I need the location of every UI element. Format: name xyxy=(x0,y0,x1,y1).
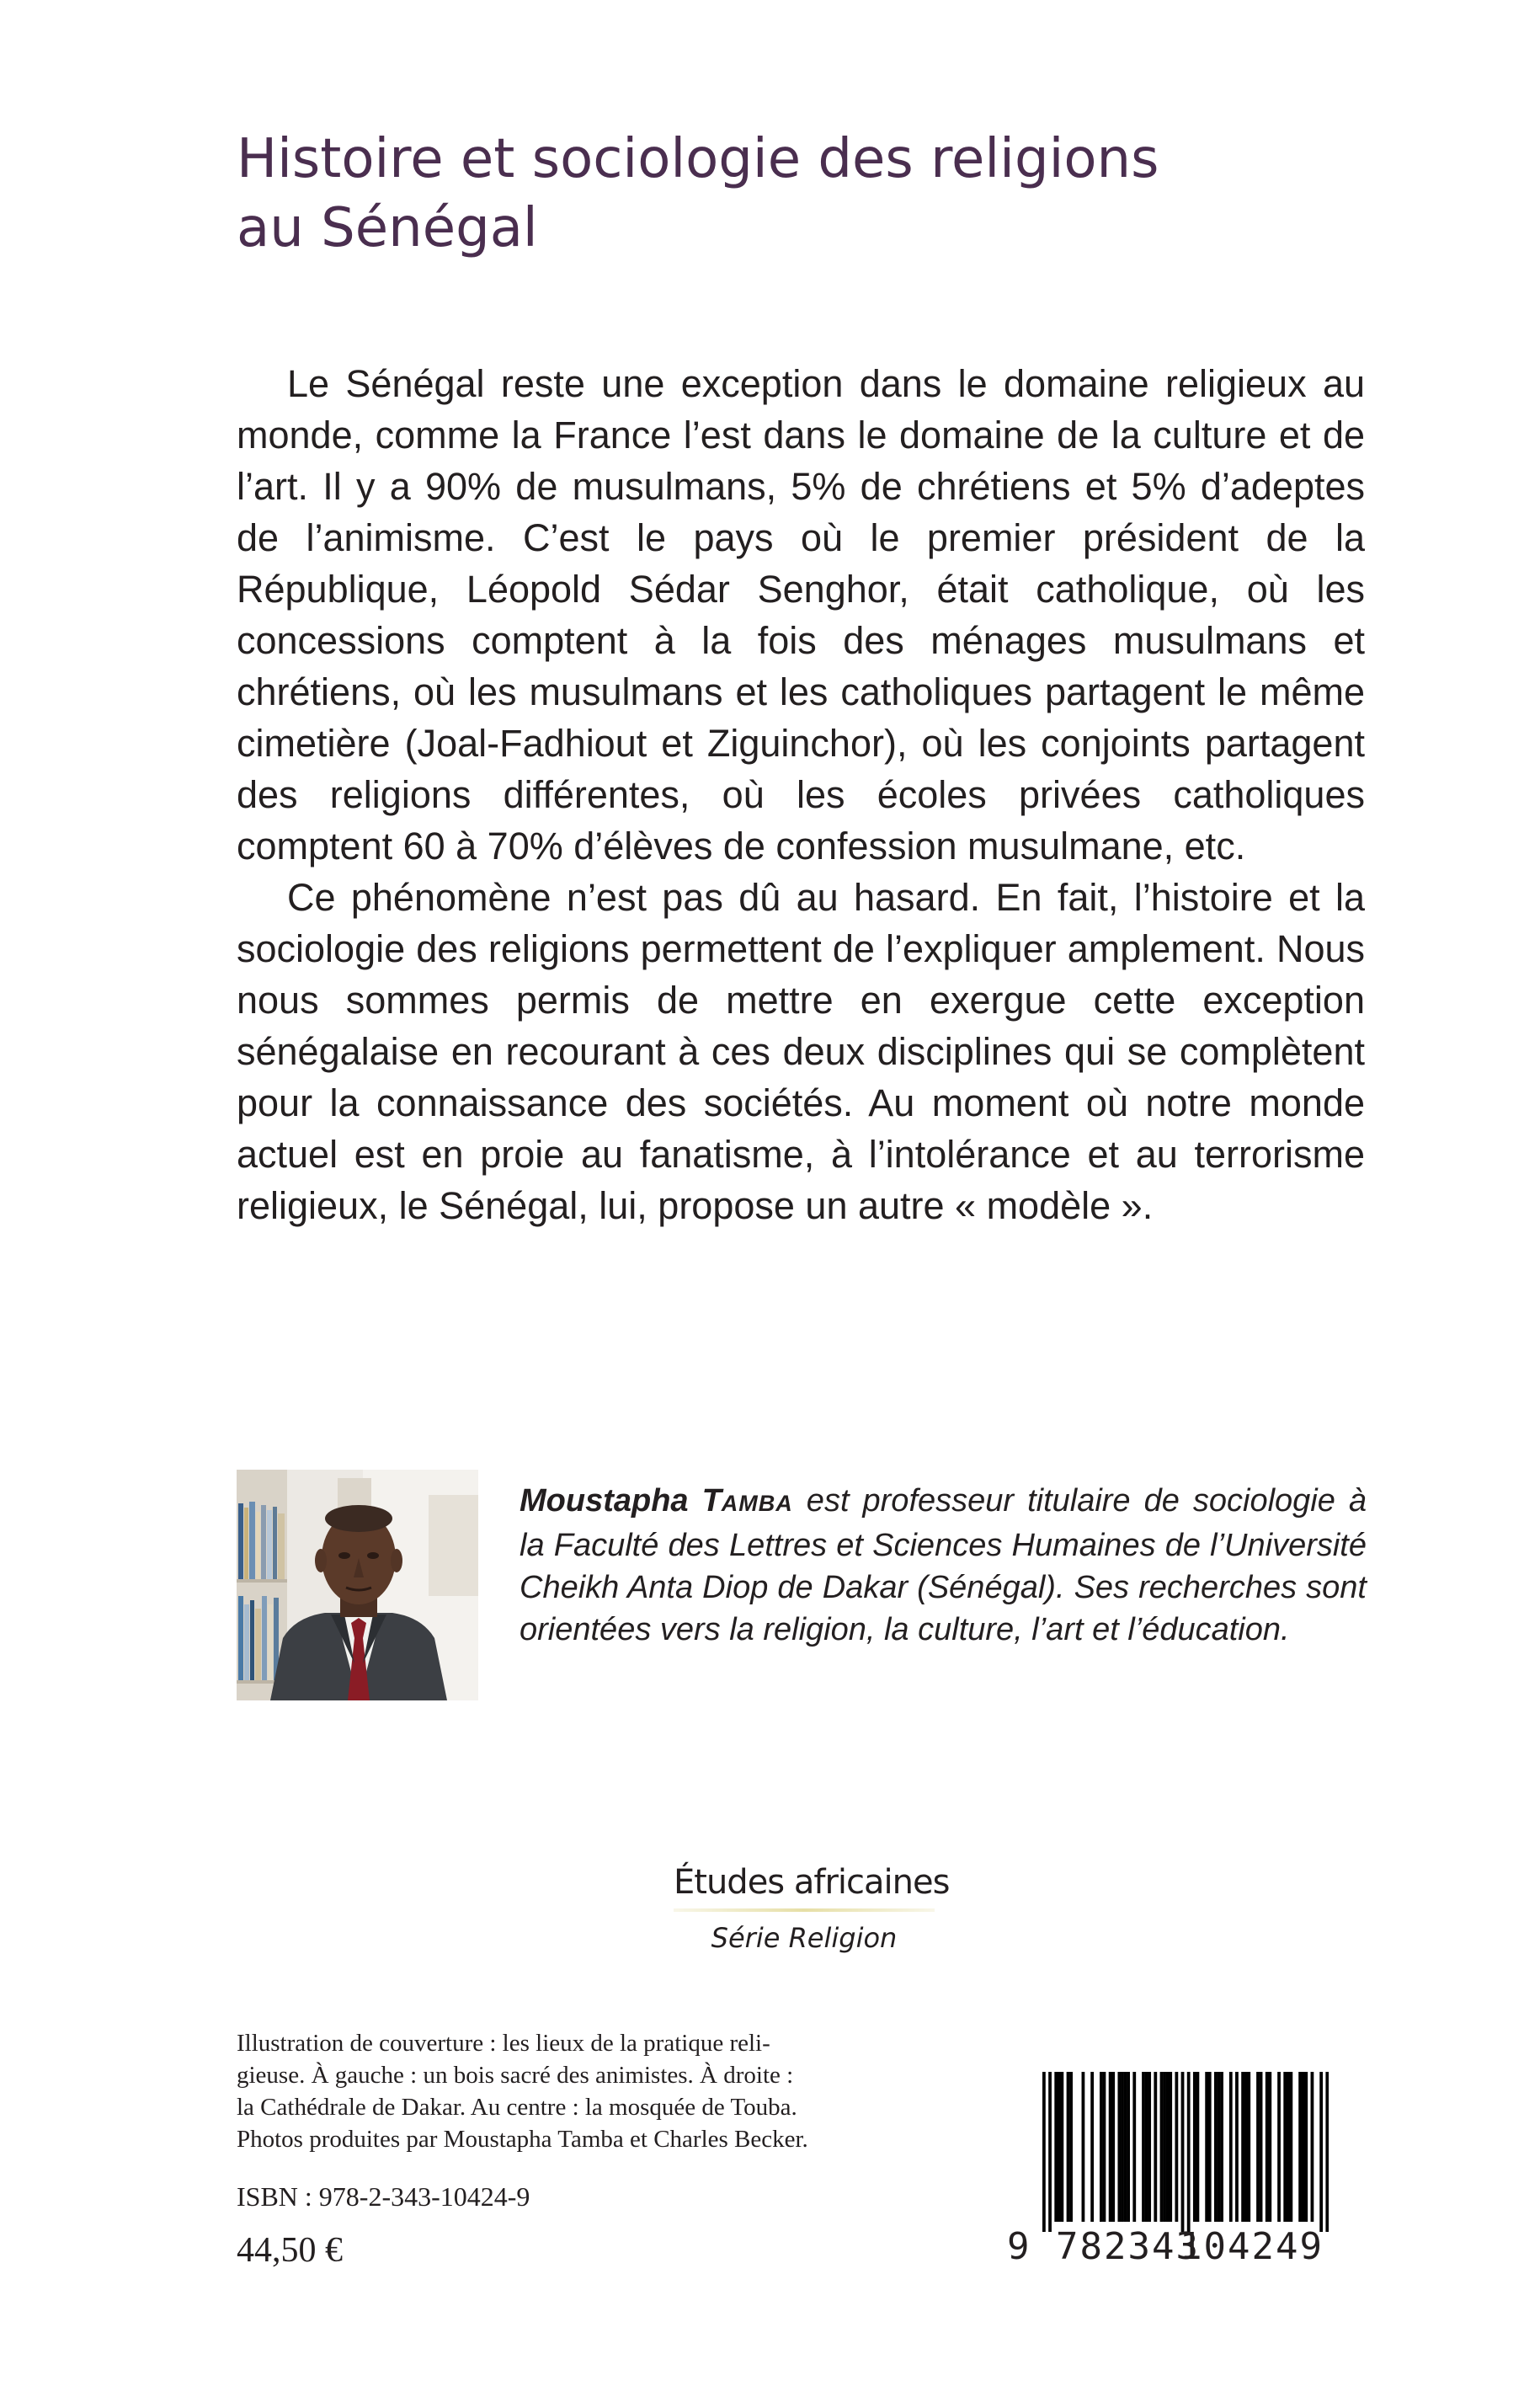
barcode-bar xyxy=(1214,2072,1218,2222)
barcode-bars xyxy=(1042,2072,1329,2232)
book-title-line-1: Histoire et sociologie des religions xyxy=(237,128,1159,190)
credits-line-3: la Cathédrale de Dakar. Au centre : la mosquée de Touba. xyxy=(237,2094,797,2121)
barcode-bar xyxy=(1289,2072,1292,2222)
barcode-bar xyxy=(1160,2072,1164,2222)
barcode-bar xyxy=(1229,2072,1233,2222)
barcode-bar xyxy=(1100,2072,1103,2222)
cover-illustration-credits xyxy=(237,2027,893,2155)
barcode-bar xyxy=(1154,2072,1157,2222)
book-title xyxy=(237,125,1415,263)
barcode-bar xyxy=(1042,2072,1046,2232)
barcode-bar xyxy=(1241,2072,1244,2222)
blurb-paragraph-1: Le Sénégal reste une exception dans le domaine religieux au monde, comme la France l’est dans le domaine de la culture et de l’art. Il y a 90% de musulmans, 5% de chrétiens et 5% d’adeptes de l’animisme. C’est le pays où le premier président de la République, Léopold Sédar Senghor, était catholique, où les concessions comptent à la fois des ménages musulmans et chrétiens, où les musulmans et les catholiques partagent le même cimetière (Joal-Fadhiout et Ziguinchor), où les conjoints partagent des religions différentes, où les écoles privées catholiques comptent 60 à 70% d’élèves de confession musulmane, etc. xyxy=(237,362,1365,867)
author-name xyxy=(520,1483,793,1519)
credits-line-4: Photos produites par Moustapha Tamba et Charles Becker. xyxy=(237,2126,808,2153)
series-rule xyxy=(674,1908,935,1912)
barcode-bar xyxy=(1067,2072,1070,2222)
barcode-bar xyxy=(1302,2072,1305,2222)
price: 44,50 € xyxy=(237,2231,343,2270)
barcode-bar xyxy=(1103,2072,1106,2222)
barcode-bar xyxy=(1287,2072,1290,2222)
barcode-bar xyxy=(1121,2072,1124,2222)
author-name-first: Moustapha T xyxy=(520,1483,722,1519)
barcode-bar xyxy=(1319,2072,1323,2232)
barcode-bar xyxy=(1142,2072,1145,2222)
barcode-lead-digit: 9 xyxy=(1007,2225,1030,2268)
barcode xyxy=(1007,2072,1344,2278)
barcode-bar xyxy=(1235,2072,1239,2222)
series-name: Études africaines xyxy=(674,1863,950,1902)
barcode-bar xyxy=(1247,2072,1250,2222)
series-subseries: Série Religion xyxy=(711,1922,898,1954)
barcode-bar xyxy=(1304,2072,1308,2222)
barcode-bar xyxy=(1196,2072,1200,2222)
barcode-left-digits: 782343 xyxy=(1056,2225,1200,2268)
barcode-bar xyxy=(1283,2072,1287,2222)
barcode-bar xyxy=(1111,2072,1115,2222)
barcode-bar xyxy=(1082,2072,1085,2222)
barcode-bar xyxy=(1127,2072,1130,2222)
barcode-bar xyxy=(1175,2072,1178,2222)
barcode-bar xyxy=(1208,2072,1212,2222)
barcode-bar xyxy=(1268,2072,1271,2222)
barcode-bar xyxy=(1058,2072,1061,2222)
barcode-bar xyxy=(1266,2072,1269,2222)
author-bio-text: est professeur titulaire de sociologie à la Faculté des Lettres et Sciences Humaines de l’Université Cheikh Anta Diop de Dakar (Sénégal). Ses recherches sont orientées vers la religion, la culture, l’art et l’éducation. xyxy=(520,1483,1367,1647)
barcode-bar xyxy=(1145,2072,1148,2222)
barcode-bar xyxy=(1220,2072,1223,2222)
barcode-bar xyxy=(1298,2072,1302,2222)
barcode-bar xyxy=(1166,2072,1170,2222)
series-block xyxy=(674,1863,950,1954)
barcode-bar xyxy=(1311,2072,1314,2222)
barcode-bar xyxy=(1256,2072,1260,2222)
barcode-bar xyxy=(1325,2072,1329,2232)
barcode-bar xyxy=(1060,2072,1063,2222)
barcode-bar xyxy=(1148,2072,1151,2222)
barcode-bar xyxy=(1124,2072,1127,2222)
barcode-digits xyxy=(1007,2225,1344,2276)
barcode-bar xyxy=(1277,2072,1281,2222)
author-bio xyxy=(520,1480,1367,1651)
barcode-bar xyxy=(1260,2072,1263,2222)
barcode-bar xyxy=(1090,2072,1094,2222)
author-portrait-image xyxy=(237,1470,478,1700)
barcode-bar xyxy=(1193,2072,1196,2222)
barcode-bar xyxy=(1187,2072,1191,2232)
book-title-line-2: au Sénégal xyxy=(237,197,538,259)
barcode-bar xyxy=(1132,2072,1136,2222)
barcode-bar xyxy=(1163,2072,1166,2222)
barcode-bar xyxy=(1048,2072,1052,2232)
barcode-bar xyxy=(1244,2072,1248,2222)
barcode-bar xyxy=(1205,2072,1208,2222)
back-cover-blurb xyxy=(237,358,1365,1231)
barcode-bar xyxy=(1181,2072,1185,2232)
barcode-bar xyxy=(1054,2072,1058,2222)
credits-line-1: Illustration de couverture : les lieux de la pratique reli- xyxy=(237,2030,770,2057)
barcode-bar xyxy=(1218,2072,1221,2222)
blurb-paragraph-2: Ce phénomène n’est pas dû au hasard. En fait, l’histoire et la sociologie des religions permettent de l’expliquer amplement. Nous nous sommes permis de mettre en exergue cette exception sénégalaise en recourant à ces deux disciplines qui se complètent pour la connaissance des sociétés. Au moment où notre monde actuel est en proie au fanatisme, à l’intolérance et au terrorisme religieux, le Sénégal, lui, propose un autre « modèle ». xyxy=(237,876,1365,1227)
barcode-bar xyxy=(1069,2072,1073,2222)
author-name-smallcaps: AMBA xyxy=(721,1491,793,1516)
barcode-right-digits: 104249 xyxy=(1180,2225,1324,2268)
barcode-bar xyxy=(1109,2072,1112,2222)
isbn: ISBN : 978-2-343-10424-9 xyxy=(237,2181,530,2212)
barcode-bar xyxy=(1117,2072,1121,2222)
author-photo xyxy=(237,1470,478,1700)
credits-line-2: gieuse. À gauche : un bois sacré des animistes. À droite : xyxy=(237,2062,794,2089)
barcode-bar xyxy=(1169,2072,1172,2222)
